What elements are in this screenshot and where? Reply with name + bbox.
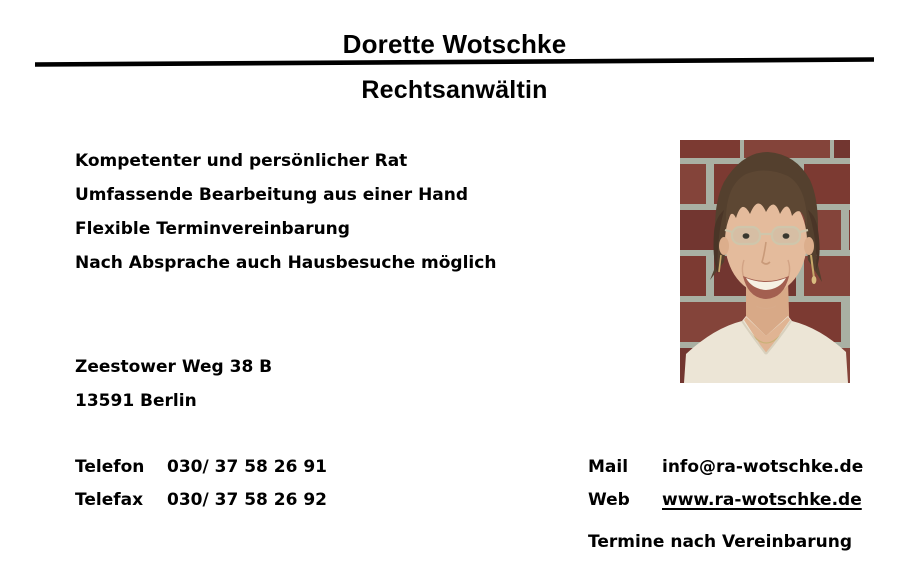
address-city: 13591 Berlin xyxy=(75,391,197,411)
web-link[interactable]: www.ra-wotschke.de xyxy=(662,489,862,510)
telefax-label: Telefax xyxy=(75,489,144,510)
appointment-note: Termine nach Vereinbarung xyxy=(588,532,853,552)
address-street: Zeestower Weg 38 B xyxy=(75,357,273,377)
mail-label: Mail xyxy=(588,456,629,477)
telefax-number: 030/ 37 58 26 92 xyxy=(167,489,327,510)
feature-item: Umfassende Bearbeitung aus einer Hand xyxy=(75,185,469,205)
page-title: Dorette Wotschke xyxy=(342,29,567,59)
contact-block xyxy=(588,450,863,552)
features-list xyxy=(75,144,496,280)
phone-block xyxy=(75,450,327,516)
web-row xyxy=(588,483,863,516)
header-divider-rule xyxy=(0,55,909,69)
page-subtitle: Rechtsanwältin xyxy=(361,76,548,104)
telefon-row xyxy=(75,450,327,483)
mail-address: info@ra-wotschke.de xyxy=(662,456,864,477)
portrait-photo-image xyxy=(680,140,850,383)
feature-item: Flexible Terminvereinbarung xyxy=(75,219,350,239)
mail-row xyxy=(588,450,863,483)
feature-item: Nach Absprache auch Hausbesuche möglich xyxy=(75,253,497,273)
telefon-number: 030/ 37 58 26 91 xyxy=(167,456,327,477)
portrait-photo xyxy=(680,140,850,383)
telefax-row xyxy=(75,483,327,516)
web-label: Web xyxy=(588,489,630,510)
address-block xyxy=(75,350,272,418)
feature-item: Kompetenter und persönlicher Rat xyxy=(75,151,408,171)
telefon-label: Telefon xyxy=(75,456,145,477)
